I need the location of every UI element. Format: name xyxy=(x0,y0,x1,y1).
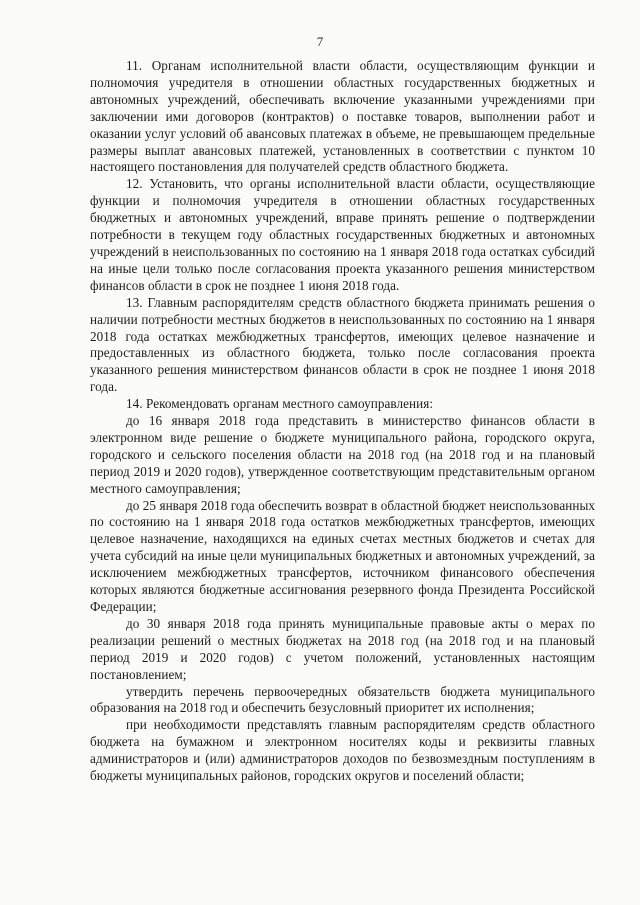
paragraph-14-item-2: до 25 января 2018 года обеспечить возврат в областной бюджет неиспользованных по состоянию на 1 января 2018 года остатков межбюджетных трансфертов, имеющих целевое назначение, находящихся на единых счетах местных бюджетов и счетах для учета субсидий на иные цели муниципальных бюджетных и автономных учреждений, за исключением межбюджетных трансфертов, источником финансового обеспечения которых являются бюджетные ассигнования резервного фонда Президента Российской Федерации; xyxy=(90,497,595,614)
document-body xyxy=(90,58,595,785)
paragraph-14-item-4: утвердить перечень первоочередных обязательств бюджета муниципального образования на 2018 год и обеспечить безусловный приоритет их исполнения; xyxy=(90,683,595,716)
paragraph-14: 14. Рекомендовать органам местного самоуправления: xyxy=(126,396,434,412)
paragraph-14-item-1: до 16 января 2018 года представить в министерство финансов области в электронном виде решение о бюджете муниципального района, городского округа, городского и сельского поселения области на 2018 год (на 2018 год и на плановый период 2019 и 2020 годов), утвержденное соответствующим представительным органом местного самоуправления; xyxy=(90,413,595,496)
paragraph-11: 11. Органам исполнительной власти области, осуществляющим функции и полномочия учредителя в отношении областных государственных бюджетных и автономных учреждений, обеспечивать включение указанными учреждениями при заключении ими договоров (контрактов) о поставке товаров, выполнении работ и оказании услуг условий об авансовых платежах в объеме, не превышающем предельные размеры выплат авансовых платежей, установленных в соответствии с пунктом 10 настоящего постановления для получателей средств областного бюджета. xyxy=(90,58,595,175)
paragraph-14-item-5: при необходимости представлять главным распорядителям средств областного бюджета на бумажном и электронном носителях коды и реквизиты главных администраторов и (или) администраторов доходов по безвозмездным поступлениям в бюджеты муниципальных районов, городских округов и поселений области; xyxy=(90,717,595,784)
paragraph-12: 12. Установить, что органы исполнительной власти области, осуществляющие функции и полномочия учредителя в отношении областных государственных бюджетных и автономных учреждений, вправе принять решение о подтверждении потребности в текущем году областных государственных бюджетных и автономных учреждений в неиспользованных по состоянию на 1 января 2018 года остатках субсидий на иные цели только после согласования проекта указанного решения министерством финансов области в срок не позднее 1 июня 2018 года. xyxy=(90,176,595,293)
paragraph-14-item-3: до 30 января 2018 года принять муниципальные правовые акты о мерах по реализации решений о местных бюджетах на 2018 год (на 2018 год и на плановый период 2019 и 2020 годов) с учетом положений, установленных настоящим постановлением; xyxy=(90,615,595,682)
page-number: 7 xyxy=(316,34,324,49)
paragraph-13: 13. Главным распорядителям средств областного бюджета принимать решения о наличии потребности местных бюджетов в неиспользованных по состоянию на 1 января 2018 года остатках межбюджетных трансфертов, имеющих целевое назначение и предоставленных из областного бюджета, только после согласования проекта указанного решения министерством финансов области в срок не позднее 1 июня 2018 года. xyxy=(90,294,595,395)
